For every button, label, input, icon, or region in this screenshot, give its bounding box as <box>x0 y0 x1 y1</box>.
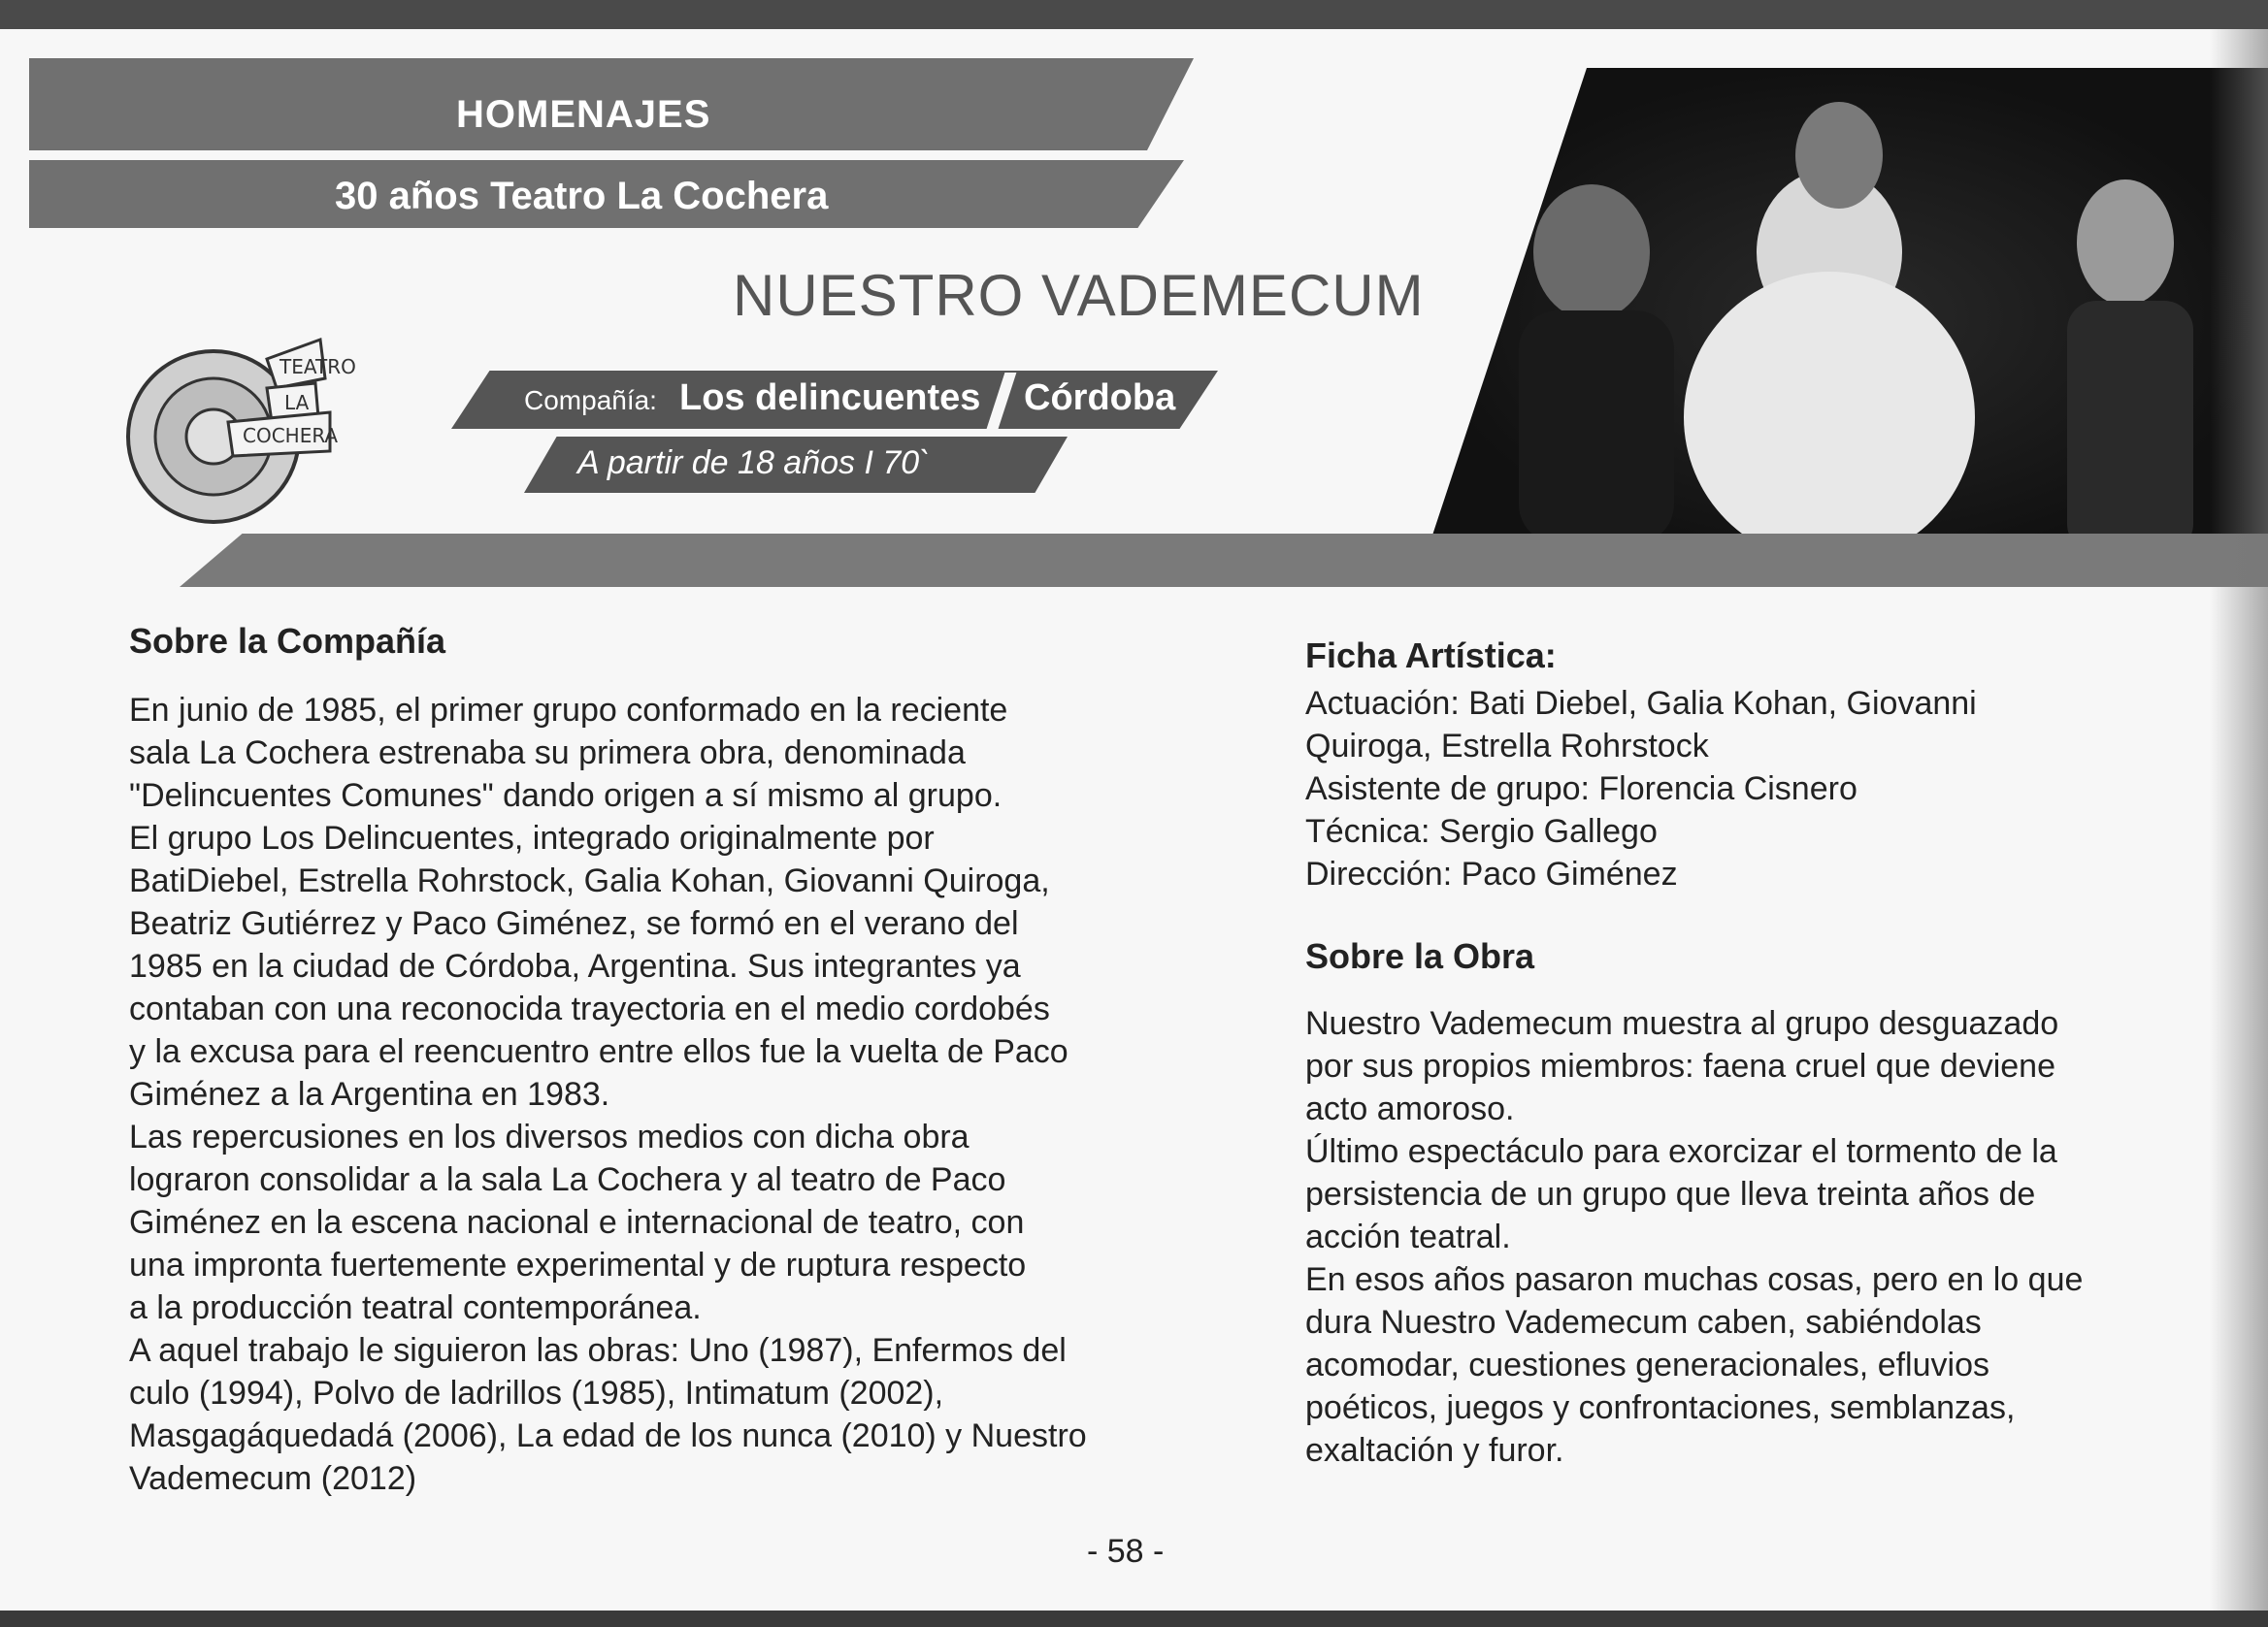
text-line: Vademecum (2012) <box>129 1460 417 1497</box>
text-line: Técnica: Sergio Gallego <box>1305 813 1658 850</box>
company-city: Córdoba <box>1024 377 1176 418</box>
text-line: Las repercusiones en los diversos medios con dicha obra <box>129 1119 970 1155</box>
header-divider <box>180 534 2268 587</box>
section-title: HOMENAJES <box>456 93 711 136</box>
text-line: Dirección: Paco Giménez <box>1305 856 1678 893</box>
text-line: Actuación: Bati Diebel, Galia Kohan, Giovanni <box>1305 685 1977 722</box>
text-line: Quiroga, Estrella Rohrstock <box>1305 728 1709 765</box>
age-duration: A partir de 18 años I 70` <box>577 444 931 481</box>
logo-text-la: LA <box>284 391 310 414</box>
stage-photo <box>1422 68 2268 568</box>
company-name: Los delincuentes <box>679 377 981 418</box>
play-title: NUESTRO VADEMECUM <box>733 263 1425 328</box>
page-top-edge <box>0 0 2268 29</box>
subsection-title: 30 años Teatro La Cochera <box>335 175 829 217</box>
company-label: Compañía: <box>524 385 657 415</box>
text-line: acto amoroso. <box>1305 1090 1515 1127</box>
logo-text-cochera: COCHERA <box>243 424 339 447</box>
text-line: por sus propios miembros: faena cruel que deviene <box>1305 1048 2055 1085</box>
text-line: contaban con una reconocida trayectoria en el medio cordobés <box>129 991 1050 1027</box>
text-line: BatiDiebel, Estrella Rohrstock, Galia Kohan, Giovanni Quiroga, <box>129 862 1050 899</box>
text-line: exaltación y furor. <box>1305 1432 1564 1469</box>
text-line: 1985 en la ciudad de Córdoba, Argentina. Sus integrantes ya <box>129 948 1021 985</box>
text-line: Último espectáculo para exorcizar el tormento de la <box>1305 1133 2057 1170</box>
about-company-heading: Sobre la Compañía <box>129 621 446 661</box>
text-line: Masgagáquedadá (2006), La edad de los nunca (2010) y Nuestro <box>129 1417 1087 1454</box>
text-line: En junio de 1985, el primer grupo conformado en la reciente <box>129 692 1008 729</box>
page-number: - 58 - <box>1087 1533 1165 1570</box>
teatro-la-cochera-logo <box>121 330 356 534</box>
text-line: Giménez a la Argentina en 1983. <box>129 1076 610 1113</box>
text-line: acción teatral. <box>1305 1219 1511 1255</box>
text-line: Asistente de grupo: Florencia Cisnero <box>1305 770 1857 807</box>
right-column <box>1305 635 2179 1472</box>
text-line: acomodar, cuestiones generacionales, efluvios <box>1305 1347 1989 1383</box>
text-line: poéticos, juegos y confrontaciones, semblanzas, <box>1305 1389 2016 1426</box>
text-line: a la producción teatral contemporánea. <box>129 1289 702 1326</box>
text-line: lograron consolidar a la sala La Cochera y al teatro de Paco <box>129 1161 1006 1198</box>
text-line: dura Nuestro Vademecum caben, sabiéndolas <box>1305 1304 1982 1341</box>
text-line: culo (1994), Polvo de ladrillos (1985), Intimatum (2002), <box>129 1375 944 1412</box>
logo-text-teatro: TEATRO <box>279 355 356 378</box>
text-line: y la excusa para el reencuentro entre ellos fue la vuelta de Paco <box>129 1033 1068 1070</box>
about-play-heading: Sobre la Obra <box>1305 936 1535 976</box>
ficha-artistica-heading: Ficha Artística: <box>1305 635 1557 675</box>
text-line: En esos años pasaron muchas cosas, pero en lo que <box>1305 1261 2084 1298</box>
brochure-page <box>0 29 2268 1611</box>
text-line: "Delincuentes Comunes" dando origen a sí mismo al grupo. <box>129 777 1003 814</box>
text-line: Giménez en la escena nacional e internacional de teatro, con <box>129 1204 1025 1241</box>
text-line: persistencia de un grupo que lleva treinta años de <box>1305 1176 2036 1213</box>
text-line: Beatriz Gutiérrez y Paco Giménez, se formó en el verano del <box>129 905 1019 942</box>
text-line: El grupo Los Delincuentes, integrado originalmente por <box>129 820 935 857</box>
text-line: sala La Cochera estrenaba su primera obra, denominada <box>129 734 966 771</box>
text-line: una impronta fuertemente experimental y de ruptura respecto <box>129 1247 1027 1284</box>
page-edge-shadow <box>2210 29 2268 1611</box>
text-line: Nuestro Vademecum muestra al grupo desguazado <box>1305 1005 2059 1042</box>
text-line: A aquel trabajo le siguieron las obras: Uno (1987), Enfermos del <box>129 1332 1067 1369</box>
about-company-column <box>129 621 1177 1500</box>
